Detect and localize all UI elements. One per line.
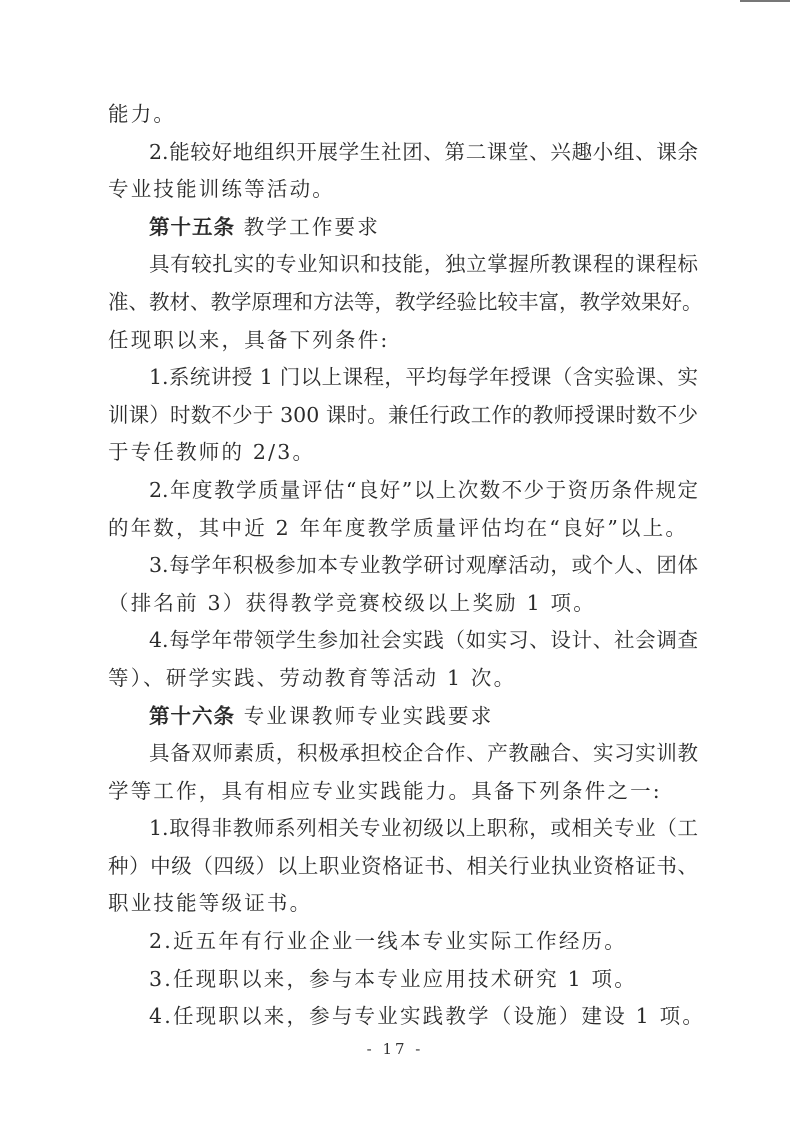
text-line: 种）中级（四级）以上职业资格证书、相关行业执业资格证书、 bbox=[108, 853, 698, 878]
text-line: 3.每学年积极参加本专业教学研讨观摩活动，或个人、团体 bbox=[149, 553, 698, 578]
text-line: 的年数，其中近 2 年年度教学质量评估均在“良好”以上。 bbox=[108, 515, 689, 540]
text-line: 4.每学年带领学生参加社会实践（如实习、设计、社会调查 bbox=[149, 628, 698, 653]
text-line: 任现职以来，具备下列条件: bbox=[108, 327, 390, 352]
text-line: 具有较扎实的专业知识和技能，独立掌握所教课程的课程标 bbox=[149, 252, 698, 277]
article-number: 第十六条 bbox=[149, 703, 235, 728]
text-line: 4.任现职以来，参与专业实践教学（设施）建设 1 项。 bbox=[149, 1004, 706, 1029]
scan-edge-mark bbox=[740, 0, 790, 2]
text-line: 准、教材、教学原理和方法等，教学经验比较丰富，教学效果好。 bbox=[108, 289, 703, 314]
page-number: - 17 - bbox=[366, 1040, 424, 1058]
document-page bbox=[108, 96, 706, 1036]
text-line: 训课）时数不少于 300 课时。兼任行政工作的教师授课时数不少 bbox=[108, 402, 698, 427]
text-line: 2.能较好地组织开展学生社团、第二课堂、兴趣小组、课余 bbox=[149, 139, 698, 164]
article-title: 教学工作要求 bbox=[235, 214, 380, 239]
article-number: 第十五条 bbox=[149, 214, 235, 239]
article-heading-15 bbox=[108, 209, 698, 247]
text-line: 职业技能等级证书。 bbox=[108, 891, 313, 916]
text-line: 2.年度教学质量评估“良好”以上次数不少于资历条件规定 bbox=[149, 477, 698, 502]
text-line: 3.任现职以来，参与本专业应用技术研究 1 项。 bbox=[149, 966, 637, 991]
text-line: 学等工作，具有相应专业实践能力。具备下列条件之一: bbox=[108, 778, 662, 803]
text-line: 具备双师素质，积极承担校企合作、产教融合、实习实训教 bbox=[149, 741, 698, 766]
text-line: 1.取得非教师系列相关专业初级以上职称，或相关专业（工 bbox=[149, 816, 698, 841]
text-line: 等）、研学实践、劳动教育等活动 1 次。 bbox=[108, 665, 517, 690]
article-heading-16 bbox=[108, 698, 698, 736]
text-line: 1.系统讲授 1 门以上课程，平均每学年授课（含实验课、实 bbox=[149, 365, 698, 390]
text-line: 能力。 bbox=[108, 102, 177, 126]
text-line: 2.近五年有行业企业一线本专业实际工作经历。 bbox=[149, 929, 627, 954]
text-line: （排名前 3）获得教学竞赛校级以上奖励 1 项。 bbox=[108, 590, 596, 615]
text-line: 专业技能训练等活动。 bbox=[108, 177, 335, 202]
article-title: 专业课教师专业实践要求 bbox=[235, 703, 494, 728]
text-line: 于专任教师的 2/3。 bbox=[108, 440, 316, 465]
